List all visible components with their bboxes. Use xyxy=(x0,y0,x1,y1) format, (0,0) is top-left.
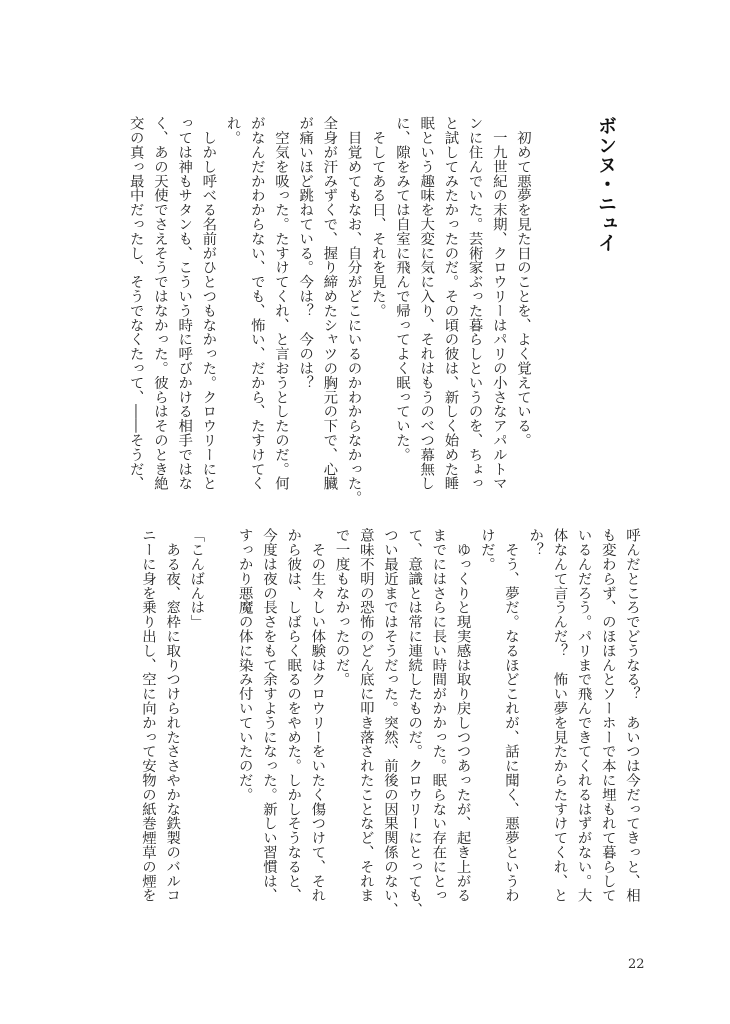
text-line: ある夜、窓枠に取りつけられたささやかな鉄製のバルコ xyxy=(164,528,181,903)
text-line: その生々しい体験はクロウリーをいたく傷つけて、それ xyxy=(309,528,326,903)
text-line: すっかり悪魔の体に染み付いていたのだ。 xyxy=(236,528,253,802)
text-line: ンに住んでいた。芸術家ぶった暮らしというのを、ちょっ xyxy=(466,116,483,491)
text-line: っては神もサタンも、こういう時に呼びかける相手ではな xyxy=(176,116,193,491)
text-line: れ。 xyxy=(224,116,241,145)
text-line: つい最近まではそうだった。突然、前後の因果関係のない、 xyxy=(381,528,398,917)
text-line: に、隙をみては自室に飛んで帰ってよく眠っていた。 xyxy=(393,116,410,462)
text-line: 空気を吸った。たすけてくれ、と言おうとしたのだ。何 xyxy=(272,116,289,491)
text-line: 眠という趣味を大変に気に入り、それはもうのべつ幕無し xyxy=(418,116,435,491)
text-line: 意味不明の恐怖のどん底に叩き落されたことなど、それま xyxy=(357,528,374,903)
text-line: 目覚めてもなお、自分がどこにいるのかわからなかった。 xyxy=(345,116,362,505)
body-text-top xyxy=(124,116,535,505)
text-line: 初めて悪夢を見た日のことを、よく覚えている。 xyxy=(515,116,531,448)
text-line: 呼んだところでどうなる？ あいつは今だってきっと、相 xyxy=(624,528,640,903)
text-line: けだ。 xyxy=(478,528,495,572)
text-line: で一度もなかったのだ。 xyxy=(333,528,350,687)
text-line: から彼は、しばらく眠るのをやめた。しかしそうなると、 xyxy=(285,528,302,903)
text-line: ニーに身を乗り出し、空に向かって安物の紙巻煙草の煙を xyxy=(139,528,156,903)
text-line: ゆっくりと現実感は取り戻しつつあったが、起き上がる xyxy=(454,528,471,903)
text-line: が痛いほど跳ねている。今は？ 今のは？ xyxy=(297,116,314,390)
text-line: 交の真っ最中だったし、そうでなくたって、――そうだ、 xyxy=(127,116,144,491)
text-line: も変わらず、のほほんとソーホーで本に埋もれて暮らして xyxy=(599,528,616,903)
text-line: く、あの天使でさえそうではなかった。彼らはそのとき絶 xyxy=(151,116,168,491)
body-text-bottom xyxy=(136,528,644,917)
page-number: 22 xyxy=(628,957,645,972)
text-line: て、意識とは常に連続したものだ。クロウリーにとっても、 xyxy=(406,528,423,917)
text-line: 「こんばんは」 xyxy=(188,528,205,629)
text-line: 全身が汗みずくで、握り締めたシャツの胸元の下で、心臓 xyxy=(321,116,338,491)
text-line: そう、夢だ。なるほどこれが、話に聞く、悪夢というわ xyxy=(502,528,519,903)
chapter-title: ボンヌ・ニュイ xyxy=(595,116,617,253)
text-line: いるんだろう。パリまで飛んできてくれるはずがない。大 xyxy=(575,528,592,903)
text-line: しかし呼べる名前がひとつもなかった。クロウリーにと xyxy=(200,116,217,491)
text-line: か？ xyxy=(527,528,544,557)
text-line: そしてある日、それを見た。 xyxy=(369,116,386,318)
text-line xyxy=(208,528,232,908)
text-line: 今度は夜の長さをもて余すようになった。新しい習慣は、 xyxy=(260,528,277,903)
text-line: までにはさらに長い時間がかかった。眠らない存在にとっ xyxy=(430,528,447,903)
text-line: 体なんて言うんだ？ 怖い夢を見たからたすけてくれ、と xyxy=(551,528,568,903)
text-line: がなんだかわからない、でも、怖い、だから、たすけてく xyxy=(248,116,265,491)
text-line: 一九世紀の末期、クロウリーはパリの小さなアパルトマ xyxy=(490,116,507,491)
text-line: と試してみたかったのだ。その頃の彼は、新しく始めた睡 xyxy=(442,116,459,491)
